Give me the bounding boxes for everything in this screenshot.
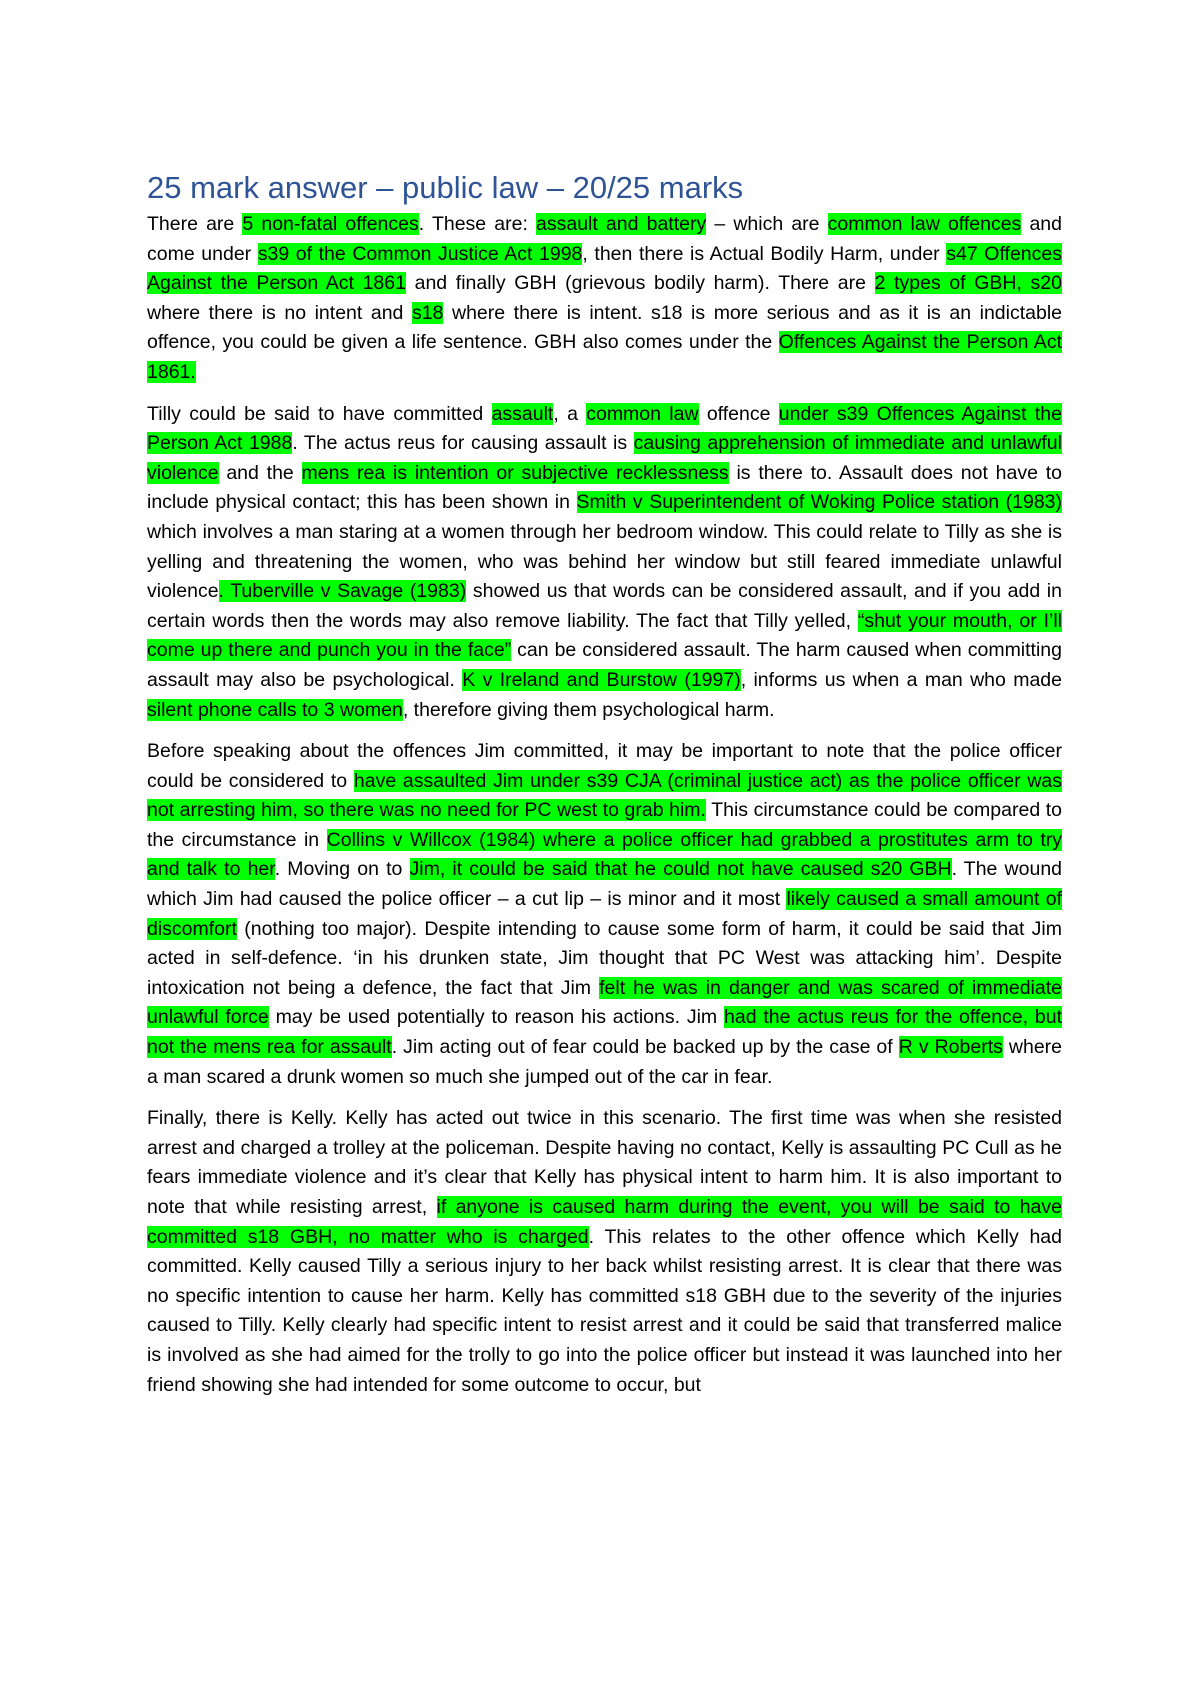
highlighted-text: have assaulted Jim under s39 CJA (criminal justice act) as the police officer was not arresting him, so there was no need for PC west to grab him. (147, 769, 1062, 822)
body-text: and come under (147, 213, 1062, 265)
body-text: where there is no intent and (147, 301, 412, 324)
body-text: may be used potentially to reason his actions. Jim (268, 1006, 724, 1029)
highlighted-text: under s39 Offences Against the Person Act 1988 (147, 402, 1062, 455)
highlighted-text: s18 (411, 301, 444, 324)
body-text: Tilly could be said to have committed (147, 402, 492, 425)
body-text: There are (147, 213, 243, 235)
body-text: . The actus reus for causing assault is (292, 432, 634, 455)
highlighted-text: assault and battery (536, 213, 707, 235)
body-text: offence (698, 402, 779, 425)
highlighted-text: s39 of the Common Justice Act 1998 (257, 242, 583, 265)
body-text: and finally GBH (grievous bodily harm). There are (405, 272, 875, 295)
paragraph-1 (147, 210, 1062, 388)
document-title: 25 mark answer – public law – 20/25 marks (147, 170, 744, 205)
body-text: and the (218, 461, 302, 484)
body-text: (nothing too major). Despite intending to cause some form of harm, it could be said that Jim acted in self-defence. ‘in his drunken state, Jim thought that PC West was attacking him’. Despite intoxication not being a defence, the fact that Jim (147, 917, 1062, 999)
body-text: is there to. Assault does not have to include physical contact; this has been shown in (147, 461, 1062, 514)
document-page (147, 170, 1062, 1412)
highlighted-text: silent phone calls to 3 women (147, 698, 403, 721)
highlighted-text: 5 non-fatal offences (242, 213, 419, 235)
body-text: . This relates to the other offence which Kelly had committed. Kelly caused Tilly a serious injury to her back whilst resisting arrest. It is clear that there was no specific intention to cause her harm. Kelly has committed s18 GBH due to the severity of the injuries caused to Tilly. Kelly clearly had specific intent to resist arrest and it could be said that transferred malice is involved as she had aimed for the trolly to go into the police officer but instead it was launched into her friend showing she had intended for some outcome to occur, but (147, 1225, 1062, 1396)
body-text: . These are: (418, 213, 537, 235)
body-text: , informs us when a man who made (740, 668, 1062, 691)
body-text: , a (553, 402, 587, 425)
body-text: where a man scared a drunk women so much she jumped out of the car in fear. (147, 1036, 1063, 1088)
paragraph-2 (147, 400, 1062, 726)
highlighted-text: likely caused a small amount of discomfort (147, 888, 1062, 940)
highlighted-text: felt he was in danger and was scared of immediate unlawful force (147, 976, 1062, 1029)
highlighted-text: R v Roberts (898, 1036, 1003, 1059)
highlighted-text: 2 types of GBH, s20 (874, 272, 1062, 295)
body-text: where there is intent. s18 is more serious and as it is an indictable offence, you could be given a life sentence. GBH also comes under the (147, 301, 1062, 354)
highlighted-text: “shut your mouth, or I’ll come up there and punch you in the face” (147, 609, 1063, 662)
paragraph-4 (147, 1104, 1062, 1400)
body-text: This circumstance could be compared to the circumstance in (147, 799, 1062, 851)
body-text: Before speaking about the offences Jim committed, it may be important to note that the police officer could be considered to (147, 740, 1062, 792)
body-text: Finally, there is Kelly. Kelly has acted out twice in this scenario. The first time was when she resisted arrest and charged a trolley at the policeman. Despite having no contact, Kelly is assaulting PC Cull as he fears immediate violence and it’s clear that Kelly has physical intent to harm him. It is also important to note that while resisting arrest, (147, 1107, 1062, 1218)
highlighted-text: Collins v Willcox (1984) where a police officer had grabbed a prostitutes arm to try and talk to her (147, 828, 1063, 881)
highlighted-text: . Tuberville v Savage (1983) (218, 580, 467, 603)
highlighted-text: common law offences (827, 213, 1022, 235)
highlighted-text: mens rea is intention or subjective recklessness (301, 461, 729, 484)
highlighted-text: had the actus reus for the offence, but not the mens rea for assault (147, 1006, 1062, 1059)
body-text: – which are (706, 213, 828, 235)
highlighted-text: s47 Offences Against the Person Act 1861 (147, 242, 1062, 295)
body-text: can be considered assault. The harm caused when committing assault may also be psychological. (147, 639, 1062, 691)
highlighted-text: K v Ireland and Burstow (1997) (462, 668, 741, 691)
highlighted-text: assault (491, 402, 554, 425)
paragraph-3 (147, 737, 1062, 1092)
body-text: , then there is Actual Bodily Harm, under (582, 242, 947, 265)
body-text: . Jim acting out of fear could be backed up by the case of (391, 1036, 899, 1059)
body-text: . Moving on to (274, 858, 410, 881)
body-text: . The wound which Jim had caused the police officer – a cut lip – is minor and it most (147, 858, 1063, 911)
highlighted-text: Smith v Superintendent of Woking Police station (1983) (576, 491, 1063, 514)
highlighted-text: causing apprehension of immediate and unlawful violence (147, 432, 1062, 484)
body-text: showed us that words can be considered assault, and if you add in certain words then the words may also remove liability. The fact that Tilly yelled, (147, 580, 1062, 632)
highlighted-text: if anyone is caused harm during the event, you will be said to have committed s18 GBH, no matter who is charged (147, 1196, 1062, 1248)
document-body (147, 210, 1062, 1400)
highlighted-text: common law (586, 402, 699, 425)
highlighted-text: Offences Against the Person Act 1861. (147, 331, 1062, 383)
highlighted-text: Jim, it could be said that he could not have caused s20 GBH (409, 858, 952, 881)
body-text: , therefore giving them psychological harm. (402, 698, 775, 721)
body-text: which involves a man staring at a women through her bedroom window. This could relate to Tilly as she is yelling and threatening the women, who was behind her window but still feared immediate unlawful violence (147, 520, 1062, 603)
